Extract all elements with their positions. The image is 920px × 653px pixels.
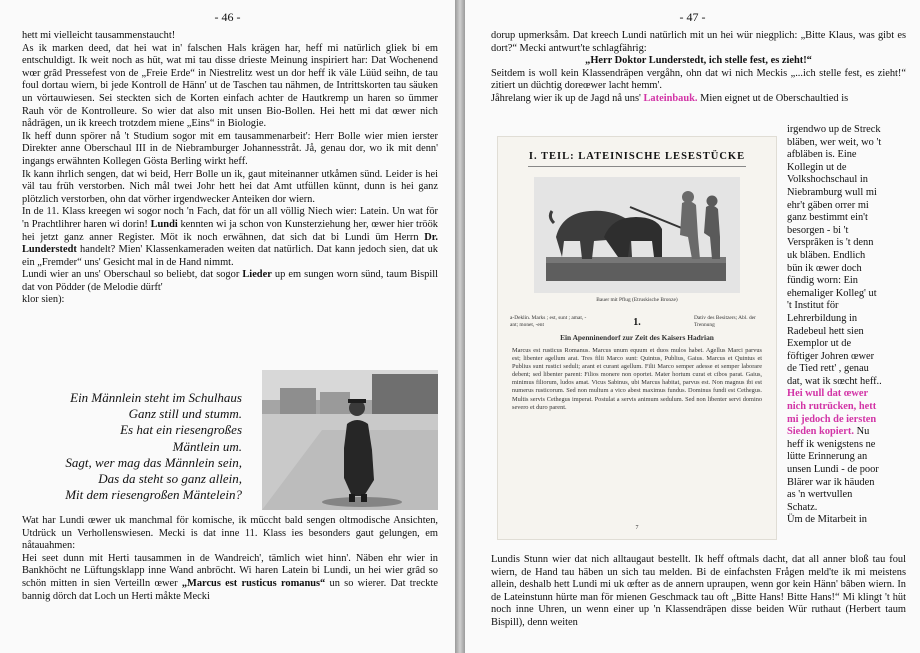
teacher-photo [262,370,438,510]
latin-book-page [497,136,777,540]
grammar-note-right: Dativ des Besitzers; Abl. der Trennung [694,315,756,328]
grammar-note-left: a-Deklin. Marks ; est, sunt ; amat, -ant; monet, -ent [510,315,587,328]
name-lundi: Lundi [150,218,178,230]
latin-reading-text: Marcus est rusticus Romanus. Marcus unum equum et duos mulos habet. Agellus Marci parvus est; libenter agellum arat. Tres filii Marco sunt: Quintus, Publius, Gaius. Marcus et Quintus et Publius sunt rustici seduli; arant et curant agellum. Filii Marco semper adesse et semper laborare debent; sed libenter parent: Filios monere non oportet. Mater hortum curat et cibos parat. Gaius, minimus filiorum, ludos amat. Vicus Sabinus, ubi Marcus habitat, parvus est. Non magnus ibi est numerus rusticorum. Sed non multum a vico abest maximus fundus. Dominus fundi est Cethegus. Multis servis Cethegus imperat. Postulat a servis animum sedulum. Sed non libenter servi domino severo et duro parent. [512,347,762,411]
side-text: irgendwo up de Streck bläben, wer weit, wo 't afbläben is. Eine Kollegin ut de Volkshochschaul in Niebramburg wull mi ehr't gäben orrer mi ganz bestimmt ein't besorgen - bi 't Versprâken is 't denn uk bläben. Endlich bün ik œwer doch fündig worn: Ein ehemaliger Kolleg' ut 't Institut för Lehrerbildung in Radebeul hett sien Exemplor ut de föftiger Johren œwer de Tied rett' , genau dat, wat ik sœcht heff.. Hei wull dat œwer nich rutrücken, hett mi jedoch de iersten Sieden kopiert. Nu heff ik wenigstens ne lütte Erinnerung an unsen Lundi - de poor Blärer war ik häuden as 'n wertvullen Schatz. Üm de Mitarbeit in [787,124,882,526]
pink-highlight: nich rutrücken, hett [787,401,877,413]
book-page-number: 7 [635,525,639,531]
pink-highlight: Sieden kopiert. [787,426,854,438]
paragraph: In de 11. Klass kreegen wi sogor noch 'n Fach, dat för un all völlig Niech wier: Latein. Un wat för 'n Prachtlihrer haren wi dorin! Lundi kennten wi ja schon von Kunsterziehung her, œwer hier tröök hei jetzt ganz anner Register. Möt ik noch erwähnen, dat sich dat bi Lundi üm Herrn Dr. Lunderstedt handelt? Mien' Klassenkameraden weiten dat natürlich. Dat kann jedoch sien, dat uk ein „Fremder“ uns' Gesicht mal in de Hand nimmt. [22,206,438,268]
plough-bronze-image [534,177,740,293]
left-page [0,0,455,653]
page-number: - 46 - [214,10,241,24]
name-dr-lunderstedt: Dr. Lunderstedt [22,231,438,256]
lesson-title: Ein Apenninendorf zur Zeit des Kaisers Hadrian [560,333,714,342]
right-text-bottom [491,554,906,630]
quote-line: „Herr Doktor Lunderstedt, ich stelle fest, es zieht!“ [585,55,812,67]
paragraph: Ik heff dunn spörer nå 't Studium sogor mit em tausammenarbeit': Herr Bolle wier mien ierster Direkter anne Oberschaul III in de Niebramburger Johannesstråt. Jå, genau dor, wo ik mit denn' ingangs erwähnten Kollegen Gösta Berling wirkt heff. [22,130,438,167]
book-gutter [455,0,465,653]
right-text-top [491,30,906,106]
paragraph: hett mi vielleicht tausammenstaucht! [22,30,176,41]
paragraph: Jåhrelang wier ik up de Jagd nå uns' Lateinbauk. Mien eignet ut de Oberschaultied is [491,92,849,104]
poem-line: Sagt, wer mag das Männlein sein, [65,454,242,470]
image-caption: Bauer mit Pflug (Etruskische Bronze) [596,297,678,303]
paragraph: Wat har Lundi œwer uk manchmal för komische, ik müccht bald sengen oltmodische Ansichten, Utdrück un Verhollenswiesen. Mecki is dat inne 11. Klass ies besonders gaut gelungen, em nåtauahmen: [22,515,438,552]
paragraph: As ik marken deed, dat hei wat in' falschen Hals krägen har, heff mi natürlich gliek bi em entschuldigt. Ik weit noch as hüt, wat mi tau disse drieste Meinung inspiriert har: Dat Wochenend wœr grâd Pressefest von de „Freie Erde“ in Niestrelitz west un dor heff ik väle Lüüd seihn, de tau foul dortau wiern, bi jede Kontroll de Hänn' ut de Taschen tau nähmen, de Intrittskorten tau säuken un vörtauwiesen. Sei steckten sich de Korten einfach achter de Hautkremp un haren so ümmer Rauh vör de Kontrolleure. So wier dat also mit unsen Bio-Bollen. Hei hett mi dat œwer nich nådrägen, un ik kreech trotzdem miene „Eins“ in Biologie. [22,42,438,130]
poem-line: Ganz still und stumm. [128,406,242,422]
right-page [465,0,920,653]
side-column [787,124,908,527]
pink-highlight: mi jedoch de iersten [787,413,877,425]
header-rule [528,166,746,167]
paragraph: Lundi wier an uns' Oberschaul so beliebt, dat sogor Lieder up em sungen worn sünd, taum Bispill dat von Pödder (de Melodie dürft' [22,269,438,293]
word-lieder: Lieder [242,269,272,281]
latin-book-header: I. TEIL: LATEINISCHE LESESTÜCKE [528,151,746,162]
poem-line: Es hat ein riesengroßes [120,422,242,438]
latin-quote: „Marcus est rusticus romanus“ [181,577,326,589]
poem [30,390,242,503]
lateinbauk-highlight: Lateinbauk. [643,92,698,104]
teacher-photo-image [262,370,438,510]
paragraph: Hei seet dunn mit Herti tausammen in de Wandreich', tämlich wiet hinn'. Näben ehr wier in Bankhöcht ne Lüftungsklapp inne Wand anbröcht. Wi haren Latein bi Lundi, un hei wier grâd so schön mitten in sien Verteilln œwer „Marcus est rusticus romanus“ un so wierer. Dat treckte bannig dörch dat Loch un Herti måkte Mecki [22,552,439,602]
poem-line: Das da steht so ganz allein, [98,471,242,487]
poem-line: Mit dem riesengroßen Mäntelein? [65,487,242,503]
plough-bronze-drawing [534,177,740,293]
left-text-bottom [22,515,438,603]
paragraph: Seitdem is woll kein Klassendräpen vergåhn, ohn dat wi nich Meckis „...ich stelle fest, es zieht!“ zitiert un düchtig doreœwer lacht hemm'. [491,67,906,92]
page-number: - 47 - [679,10,706,24]
poem-line: Mäntlein um. [172,438,242,454]
paragraph: dorup upmerksåm. Dat kreech Lundi natürlich mit un hei wür niegplich: „Bitte Klaus, was gibt es dort?“ Mecki antwurt'te schlagfährig: [491,30,906,54]
lesson-number: 1. [633,317,641,328]
pink-highlight: Hei wull dat œwer [787,388,869,400]
paragraph: Lundis Stunn wier dat nich alltaugaut bestellt. Ik heff oftmals dacht, dat all anner bloß tau foul wiern, de Hand tau häben un sich tau melden. Bi de einfachsten Frågen meld'te ik mi meistens allein, deshalb hett Lundi mi uk œfter as de annern upraupen, wenn gor kein Hänn' bâben wiern. In de Lateinstunn hürte man för mienen Geschmack tau oft „Bitte Hans! Bitte Hans!“ Mi klingt 't hüt noch inne Uhren, un wenn einer up 'n Klassendräpen disse beiden Wür ruthaut (Herbert taum Bispill), denn weiten [491,554,906,628]
paragraph: Ik kann ihrlich sengen, dat wi beid, Herr Bolle un ik, gaut miteinanner utkåmen sünd. Leider is hei väl tau früh verstorben. Nich mål twei Johr hett hei dat Amt utfüllen künnt, dunn is hei ganz plötzlich verstorben, ohn dat vörher irgendwecker Anteiken dor wiern. [22,168,438,205]
left-text-top [22,30,438,307]
paragraph: klor sien): [22,294,65,306]
poem-line: Ein Männlein steht im Schulhaus [70,390,242,405]
